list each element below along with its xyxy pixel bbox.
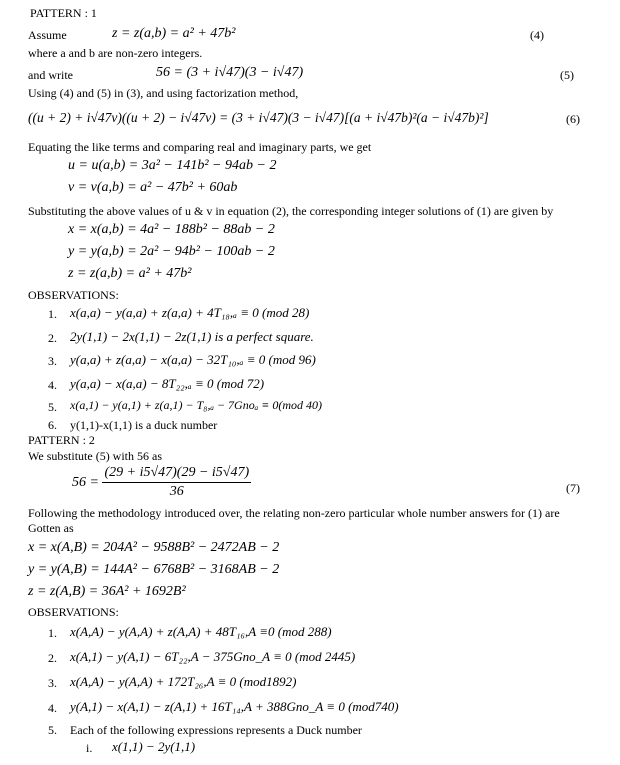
observation-number: 4.: [48, 701, 57, 715]
v-equation: v = v(a,b) = a² − 47b² + 60ab: [68, 180, 238, 195]
fraction-denominator: 36: [169, 484, 184, 499]
pattern1-heading: PATTERN : 1: [30, 6, 97, 20]
substitute-text: We substitute (5) with 56 as: [28, 449, 163, 463]
x-equation-p1: x = x(a,b) = 4a² − 188b² − 88ab − 2: [68, 222, 275, 237]
observation-number: 1.: [48, 307, 57, 321]
equation-7-fraction: [102, 465, 251, 500]
using-text: Using (4) and (5) in (3), and using factorization method,: [28, 86, 299, 100]
observation-item: x(a,a) − y(a,a) + z(a,a) + 4T₁₈,ₐ ≡ 0 (mod 28): [70, 305, 310, 320]
factorization-equation: ((u + 2) + i√47v)((u + 2) − i√47v) = (3 + i√47)(3 − i√47)[(a + i√47b)²(a − i√47b)²]: [28, 110, 489, 125]
observation-number: 3.: [48, 676, 57, 690]
observation-item: y(A,1) − x(A,1) − z(A,1) + 16T₁₄,A + 388Gno_A ≡ 0 (mod740): [70, 699, 399, 714]
observation-item: y(1,1)-x(1,1) is a duck number: [70, 418, 218, 432]
observation-number: 5.: [48, 723, 57, 737]
y-equation-p2: y = y(A,B) = 144A² − 6768B² − 3168AB − 2: [28, 562, 280, 577]
write-equation: 56 = (3 + i√47)(3 − i√47): [156, 65, 304, 80]
observation-item: y(a,a) + z(a,a) − x(a,a) − 32T₁₀,ₐ ≡ 0 (mod 96): [70, 352, 316, 367]
assume-label: Assume: [28, 28, 67, 42]
observation-number: 2.: [48, 651, 57, 665]
nonzero-text: where a and b are non-zero integers.: [28, 46, 203, 60]
assume-equation: z = z(a,b) = a² + 47b²: [112, 26, 236, 41]
observation-item: y(a,a) − x(a,a) − 8T₂₂,ₐ ≡ 0 (mod 72): [70, 376, 265, 391]
y-equation-p1: y = y(a,b) = 2a² − 94b² − 100ab − 2: [68, 244, 275, 259]
observation-number: 5.: [48, 400, 57, 414]
gotten-text: Gotten as: [28, 521, 74, 535]
observation-number: 4.: [48, 378, 57, 392]
observation-item: x(A,A) − y(A,A) + z(A,A) + 48T₁₆,A ≡0 (mod 288): [70, 624, 332, 639]
equation-7-lhs: 56 =: [72, 474, 99, 490]
following-text: Following the methodology introduced over, the relating non-zero particular whole number answers for (1) are: [28, 506, 560, 520]
observation-item: x(A,1) − y(A,1) − 6T₂₂,A − 375Gno_A ≡ 0 (mod 2445): [70, 649, 356, 664]
observation-item: x(a,1) − y(a,1) + z(a,1) − T₈,ₐ − 7Gnoₐ ≡ 0(mod 40): [70, 398, 322, 412]
observations-heading-p1: OBSERVATIONS:: [28, 288, 119, 302]
observation-item: Each of the following expressions represents a Duck number: [70, 723, 362, 737]
observation-item: 2y(1,1) − 2x(1,1) − 2z(1,1) is a perfect square.: [70, 329, 314, 344]
equating-text: Equating the like terms and comparing real and imaginary parts, we get: [28, 140, 372, 154]
x-equation-p2: x = x(A,B) = 204A² − 9588B² − 2472AB − 2: [28, 540, 280, 555]
observation-item: x(A,A) − y(A,A) + 172T₂₆,A ≡ 0 (mod1892): [70, 674, 297, 689]
observation-number: 3.: [48, 354, 57, 368]
z-equation-p1: z = z(a,b) = a² + 47b²: [68, 266, 192, 281]
sub-item-number: i.: [86, 741, 93, 755]
sub-item-text: x(1,1) − 2y(1,1): [112, 739, 196, 754]
equation-number-7: (7): [566, 481, 580, 495]
observation-number: 1.: [48, 626, 57, 640]
substituting-text: Substituting the above values of u & v in equation (2), the corresponding integer solutions of (1) are given by: [28, 204, 554, 218]
equation-number-5: (5): [560, 68, 574, 82]
observation-number: 6.: [48, 418, 57, 432]
write-label: and write: [28, 68, 73, 82]
equation-number-4: (4): [530, 28, 544, 42]
observation-number: 2.: [48, 331, 57, 345]
z-equation-p2: z = z(A,B) = 36A² + 1692B²: [28, 584, 186, 599]
u-equation: u = u(a,b) = 3a² − 141b² − 94ab − 2: [68, 158, 277, 173]
pattern2-heading: PATTERN : 2: [28, 433, 95, 447]
observations-heading-p2: OBSERVATIONS:: [28, 605, 119, 619]
fraction-numerator: (29 + i5√47)(29 − i5√47): [102, 465, 251, 483]
equation-number-6: (6): [566, 112, 580, 126]
equation-7: [72, 465, 251, 500]
